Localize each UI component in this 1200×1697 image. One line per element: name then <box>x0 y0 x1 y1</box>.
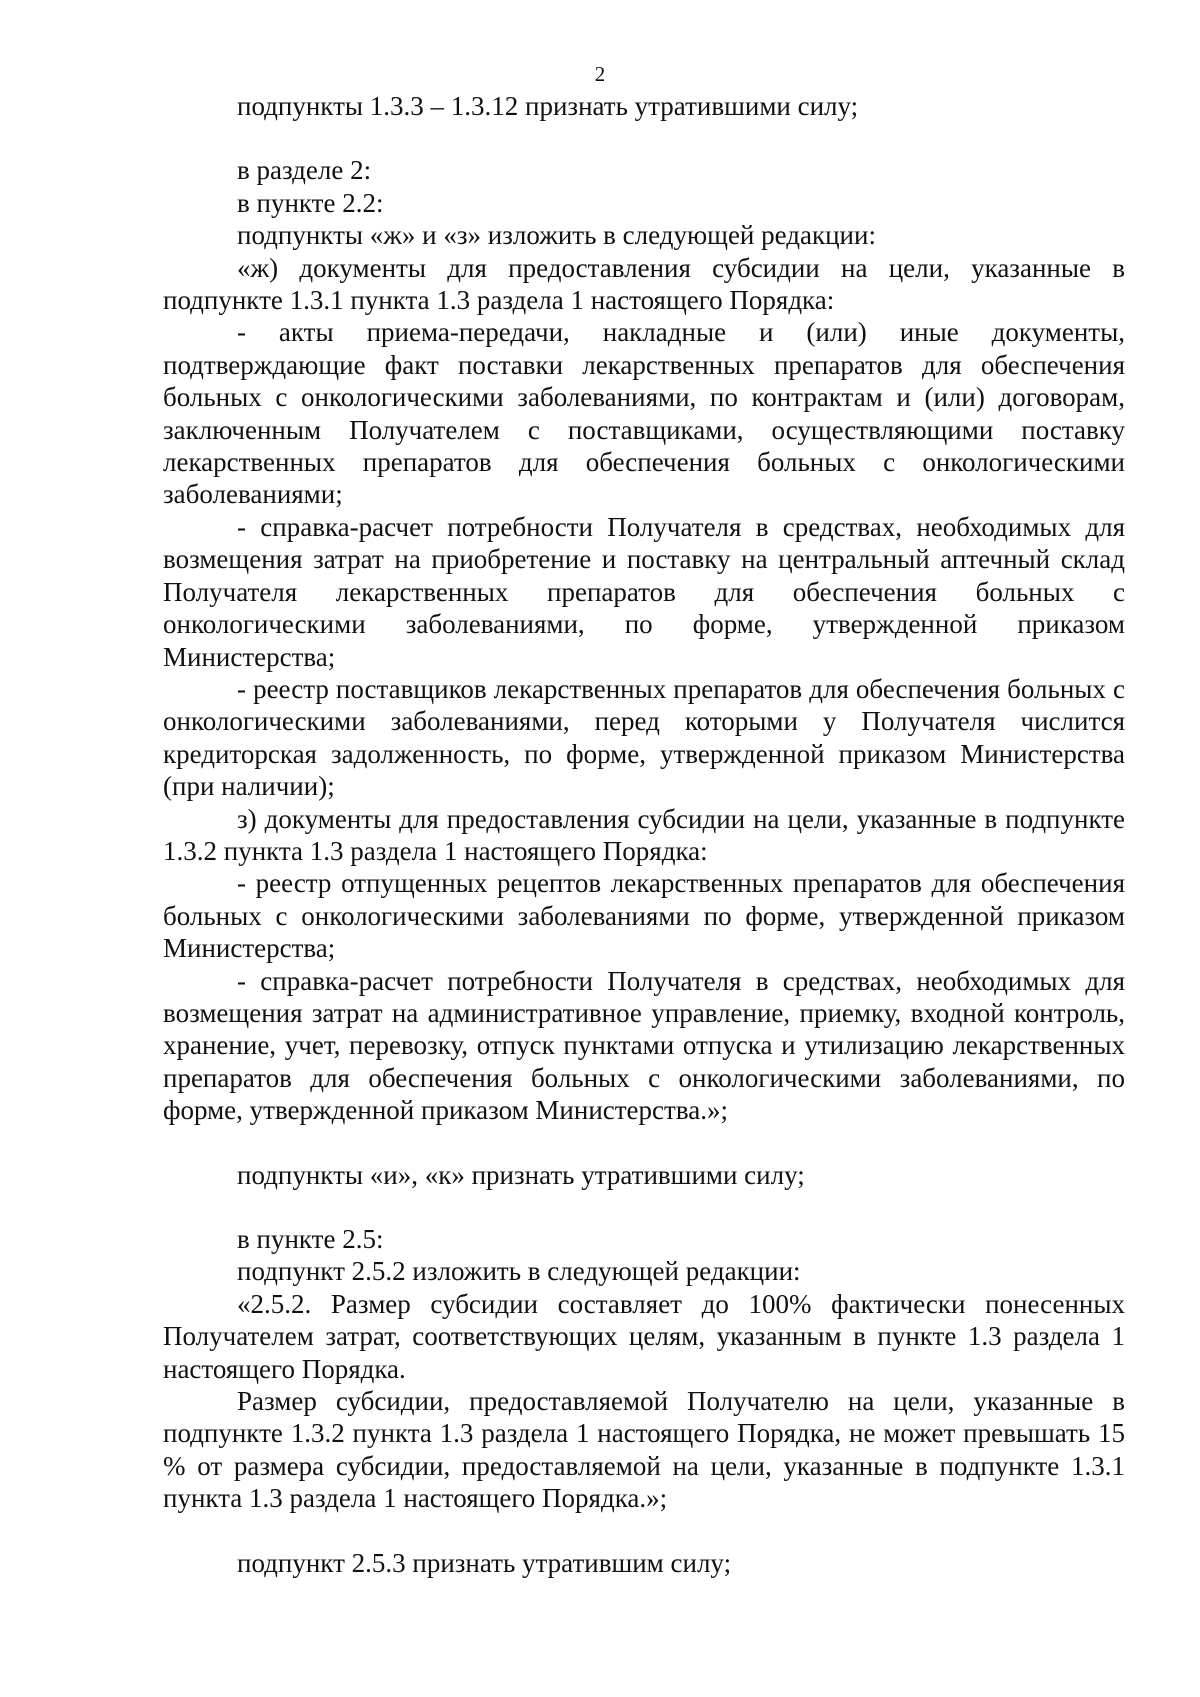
paragraph-gap <box>163 1127 1125 1159</box>
paragraph: з) документы для предоставления субсидии на цели, указанные в подпункте 1.3.2 пункта 1.3 раздела 1 настоящего Порядка: <box>163 803 1125 866</box>
paragraph: подпункты 1.3.3 – 1.3.12 признать утратившими силу; <box>237 91 859 121</box>
paragraph: - справка-расчет потребности Получателя в средствах, необходимых для возмещения затрат на административное управление, приемку, входной контроль, хранение, учет, перевозку, отпуск пунктами отпуска и утилизацию лекарственных препаратов для обеспечения больных с онкологическими заболеваниями, по форме, утвержденной приказом Министерства.»; <box>163 965 1125 1126</box>
paragraph-gap <box>163 1191 1125 1223</box>
paragraph: в разделе 2: <box>237 155 372 186</box>
paragraph: - реестр отпущенных рецептов лекарственных препаратов для обеспечения больных с онкологическими заболеваниями по форме, утвержденной приказом Министерства; <box>163 868 1125 964</box>
paragraph: «ж) документы для предоставления субсидии на цели, указанные в подпункте 1.3.1 пункта 1.3 раздела 1 настоящего Порядка: <box>163 252 1125 316</box>
paragraph: в пункте 2.5: <box>237 1224 384 1254</box>
paragraph-gap <box>163 1515 1125 1547</box>
paragraph: - реестр поставщиков лекарственных препаратов для обеспечения больных с онкологическими заболеваниями, перед которыми у Получателя числится кредиторская задолженность, по форме, утвержденной приказом Министерства (при наличии); <box>163 673 1125 802</box>
paragraph: в пункте 2.2: <box>237 187 384 218</box>
paragraph: - справка-расчет потребности Получателя в средствах, необходимых для возмещения затрат на приобретение и поставку на центральный аптечный склад Получателя лекарственных препаратов для обеспечения больных с онкологическими заболеваниями, по форме, утвержденной приказом Министерства; <box>163 511 1125 672</box>
paragraph: Размер субсидии, предоставляемой Получателю на цели, указанные в подпункте 1.3.2 пункта 1.3 раздела 1 настоящего Порядка, не может превышать 15 % от размера субсидии, предоставляемой на цели, указанные в подпункте 1.3.1 пункта 1.3 раздела 1 настоящего Порядка.»; <box>163 1386 1125 1514</box>
paragraph: подпункт 2.5.3 признать утратившим силу; <box>237 1547 732 1578</box>
paragraph: подпункт 2.5.2 изложить в следующей редакции: <box>237 1256 801 1287</box>
paragraph-gap <box>163 122 1125 154</box>
paragraph: подпункты «и», «к» признать утратившими силу; <box>237 1159 805 1190</box>
paragraph: - акты приема-передачи, накладные и (или) иные документы, подтверждающие факт поставки лекарственных препаратов для обеспечения больных с онкологическими заболеваниями, по контрактам и (или) договорам, заключенным Получателем с поставщиками, осуществляющими поставку лекарственных препаратов для обеспечения больных с онкологическими заболеваниями; <box>163 317 1125 510</box>
paragraph: подпункты «ж» и «з» изложить в следующей редакции: <box>237 220 876 251</box>
paragraph: «2.5.2. Размер субсидии составляет до 100% фактически понесенных Получателем затрат, соответствующих целям, указанным в пункте 1.3 раздела 1 настоящего Порядка. <box>163 1288 1125 1384</box>
page-number: 2 <box>594 62 606 86</box>
document-body <box>163 90 1125 1579</box>
